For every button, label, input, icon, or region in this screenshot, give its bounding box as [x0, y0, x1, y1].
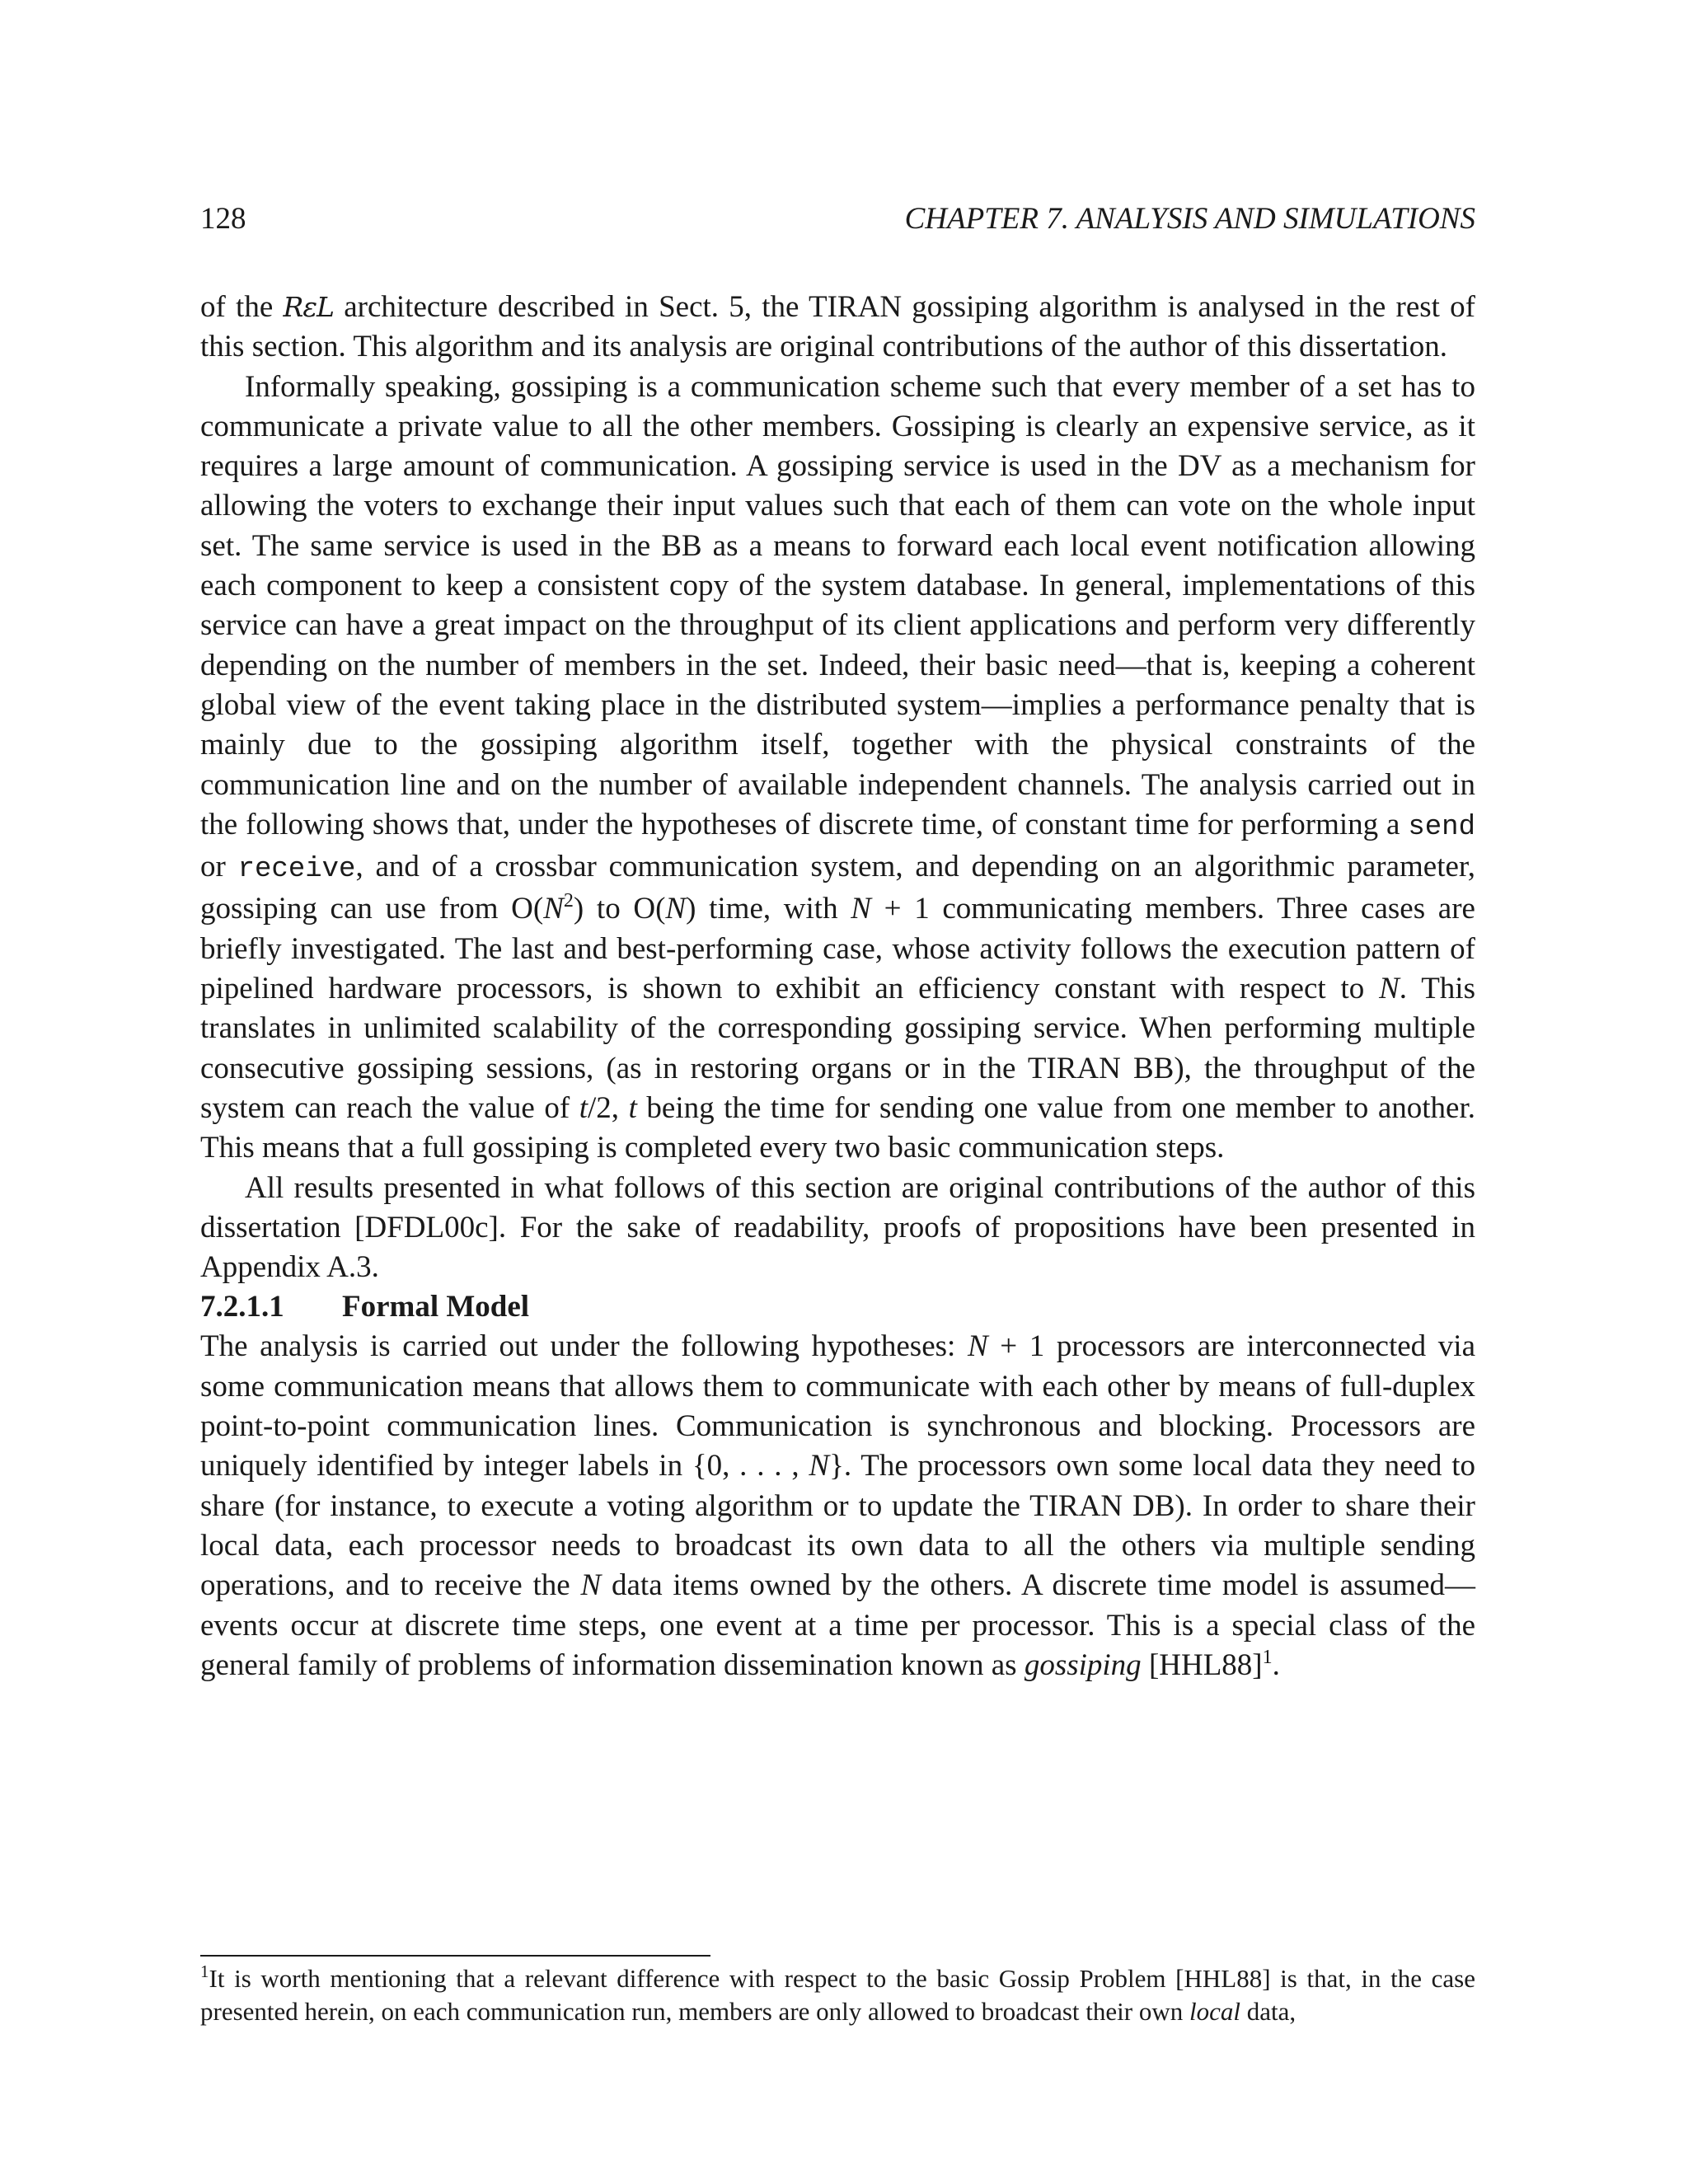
- main-text: [200, 288, 1475, 1685]
- footnote-ref: 1: [1262, 1646, 1273, 1668]
- code-send: send: [1408, 811, 1475, 843]
- running-header: [200, 201, 1475, 237]
- paragraph-2: Informally speaking, gossiping is a communication scheme such that every member of a set has to communicate a private value to all the other members. Gossiping is clearly an expensive service, as it requires a large amount of communication. A gossiping service is used in the DV as a mechanism for allowing the voters to exchange their input values such that each of them can vote on the whole input set. The same service is used in the BB as a means to forward each local event notification allowing each component to keep a consistent copy of the system database. In general, implementations of this service can have a great impact on the throughput of its client applications and perform very differently depending on the number of members in the set. Indeed, their basic need—that is, keeping a coherent global view of the event taking place in the distributed system—implies a performance penalty that is mainly due to the gossiping algorithm itself, together with the physical constraints of the communication line and on the number of available independent channels. The analysis carried out in the following shows that, under the hypotheses of discrete time, of constant time for performing a send or receive, and of a crossbar communication system, and depending on an algorithmic parameter, gossiping can use from $O(N^2)$ to O(N) time, with N + 1 communicating members. Three cases are briefly investigated. The last and best-performing case, whose activity follows the execution pattern of pipelined hardware processors, is shown to exhibit an efficiency constant with respect to N. This translates in unlimited scalability of the corresponding gossiping service. When performing multiple consecutive gossiping sessions, (as in restoring organs or in the TIRAN BB), the throughput of the system can reach the value of t/2, t being the time for sending one value from one member to another. This means that a full gossiping is completed every two basic communication steps.: [200, 369, 1476, 1165]
- paragraph-3: All results presented in what follows of this section are original contributions of the author of this dissertation [DFDL00c]. For the sake of readability, proofs of propositions have been presented in Appendix A.3.: [200, 1170, 1475, 1285]
- paragraph-1: of the RεL architecture described in Sect. 5, the TIRAN gossiping algorithm is analysed in the rest of this section. This algorithm and its analysis are original contributions of the author of this dissertation.: [200, 290, 1475, 364]
- footnote-mark: 1: [200, 1961, 209, 1981]
- rel-logo: RεL: [283, 291, 334, 323]
- footnote: $^1$It is worth mentioning that a relevant difference with respect to the basic Gossip Problem [HHL88] is that, in the case presented herein, on each communication run, members are only allowed to broadcast their own local data,: [200, 1961, 1475, 2026]
- section-heading: [200, 1287, 1475, 1327]
- section-title: Formal Model: [342, 1290, 530, 1324]
- emphasis-gossiping: gossiping: [1024, 1647, 1142, 1682]
- section-number: 7.2.1.1: [200, 1290, 284, 1324]
- page-number: 128: [200, 202, 246, 236]
- code-receive: receive: [237, 854, 356, 886]
- paragraph-4: The analysis is carried out under the following hypotheses: N + 1 processors are interconnected via some communication means that allows them to communicate with each other by means of full-duplex point-to-point communication lines. Communication is synchronous and blocking. Processors are uniquely identified by integer labels in {0, . . . , N}. The processors own some local data they need to share (for instance, to execute a voting algorithm or to update the TIRAN DB). In order to share their local data, each processor needs to broadcast its own data to all the others via multiple sending operations, and to receive the N data items owned by the others. A discrete time model is assumed—events occur at discrete time steps, one event at a time per processor. This is a special class of the general family of problems of information dissemination known as gossiping $[HHL88]^1$.: [200, 1329, 1475, 1682]
- chapter-title: CHAPTER 7. ANALYSIS AND SIMULATIONS: [904, 202, 1475, 236]
- footnote-rule: [200, 1955, 710, 1957]
